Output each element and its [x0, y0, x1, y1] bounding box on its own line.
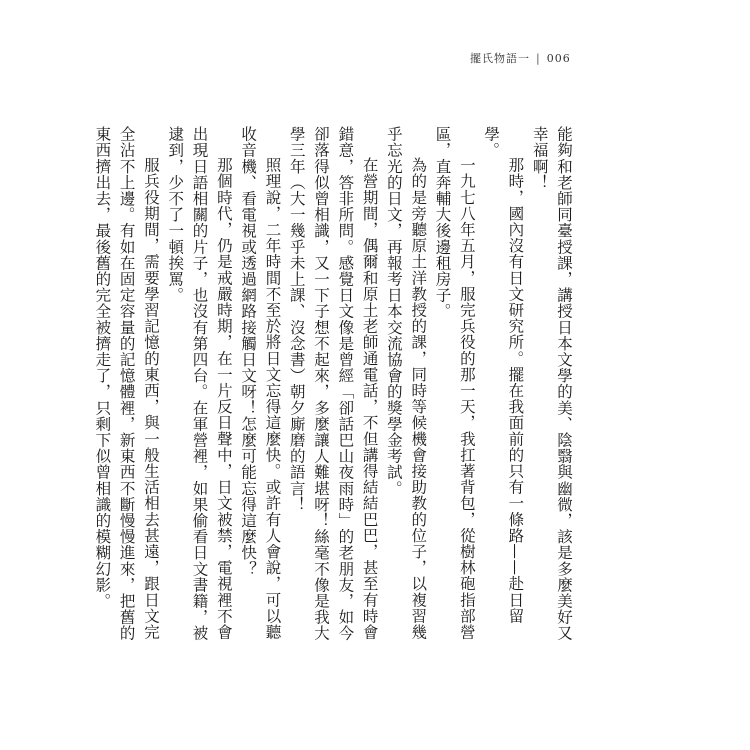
- paragraph: 服兵役期間，需要學習記憶的東西，與一般生活相去甚遠，跟日文完全沾不上邊。有如在固定容量的記憶體裡，新東西不斷慢慢進來，把舊的東西擠出去，最後舊的完全被擠走了，只剩下似曾相識的模糊幻影。: [93, 126, 160, 642]
- vertical-body-text: [93, 126, 576, 646]
- paragraph: 在營期間，偶爾和原土老師通電話，不但講得結結巴巴，甚至有時會錯意，答非所問。感覺日文像是曾經「卻話巴山夜雨時」的老朋友，如今卻落得似曾相識，又一下子想不起來，多麼讓人難堪呀！絲毫不像是我大學三年（大一幾乎未上課、沒念書）朝夕廝磨的語言！: [287, 126, 379, 642]
- paragraph: 一九七八年五月，服完兵役的那一天，我扛著背包，從樹林砲指部營區，直奔輔大後邊租房子。: [433, 126, 476, 640]
- paragraph: 能夠和老師同臺授課，講授日本文學的美、陰翳與幽微，該是多麼美好又幸福啊！: [530, 126, 573, 642]
- page-number: 006: [546, 51, 571, 65]
- paragraph: 為的是旁聽原土洋教授的課，同時等候機會接助教的位子，以複習幾乎忘光的日文，再報考日本交流協會的獎學金考試。: [384, 126, 428, 640]
- paragraph: 那個時代，仍是戒嚴時期，在一片反日聲中，日文被禁，電視裡不會出現日語相關的片子，也沒有第四台。在軍營裡，如果偷看日文書籍，被逮到，少不了一頓挨罵。: [166, 126, 233, 642]
- paragraph: 那時，國內沒有日文研究所。擺在我面前的只有一條路——赴日留學。: [482, 126, 525, 624]
- book-title: 擺氏物語一: [470, 52, 530, 65]
- paragraph: 照理說，二年時間不至於將日文忘得這麼快。或許有人會說，可以聽收音機、看電視或透過網路接觸日文呀！怎麼可能忘得這麼快？: [239, 126, 282, 640]
- running-header: [470, 48, 650, 68]
- header-separator: |: [536, 51, 541, 65]
